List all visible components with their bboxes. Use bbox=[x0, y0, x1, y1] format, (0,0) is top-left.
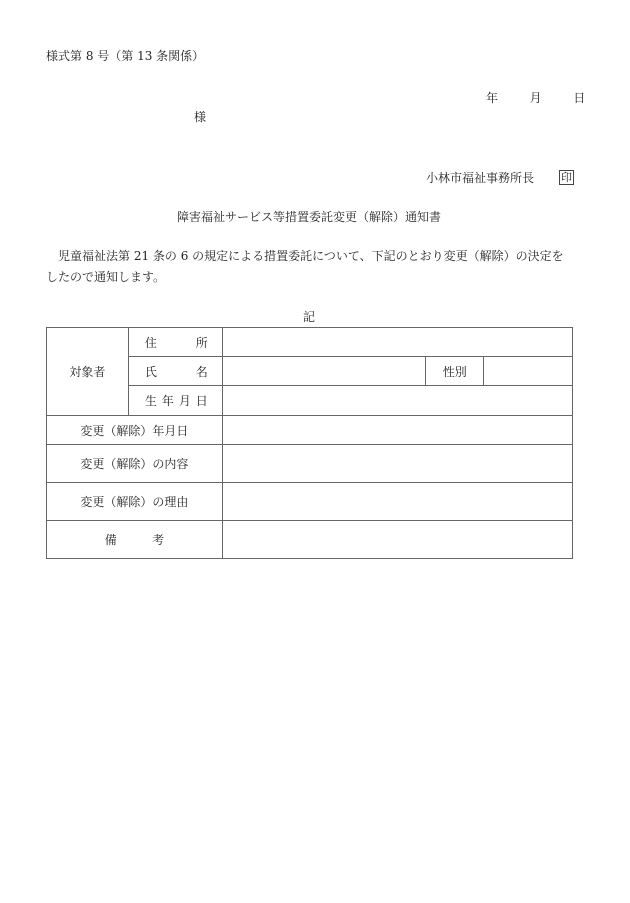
change-date-label: 変更（解除）年月日 bbox=[47, 416, 223, 445]
change-date-value[interactable] bbox=[222, 416, 572, 445]
birthdate-value[interactable] bbox=[222, 386, 572, 416]
change-reason-value[interactable] bbox=[222, 483, 572, 521]
body-text-line1: 児童福祉法第 21 条の 6 の規定による措置委託について、下記のとおり変更（解除）の決定を bbox=[58, 249, 564, 263]
body-text-line2: したので通知します。 bbox=[46, 270, 166, 284]
seal-mark: 印 bbox=[561, 171, 572, 184]
date-line bbox=[486, 92, 585, 104]
table-row-change-content bbox=[47, 445, 573, 483]
remarks-label: 備 考 bbox=[47, 521, 223, 559]
table-row-change-date bbox=[47, 416, 573, 445]
subject-label: 対象者 bbox=[47, 328, 129, 416]
change-reason-label: 変更（解除）の理由 bbox=[47, 483, 223, 521]
table-row-change-reason bbox=[47, 483, 573, 521]
gender-value[interactable] bbox=[484, 357, 573, 386]
notice-table bbox=[46, 327, 573, 559]
table-row-address bbox=[47, 328, 573, 357]
address-label: 住 所 bbox=[128, 328, 222, 357]
name-value[interactable] bbox=[222, 357, 426, 386]
remarks-value[interactable] bbox=[222, 521, 572, 559]
date-month-label: 月 bbox=[529, 91, 542, 105]
date-year-label: 年 bbox=[486, 91, 499, 105]
form-number: 様式第 8 号（第 13 条関係） bbox=[46, 49, 205, 63]
date-day-label: 日 bbox=[573, 91, 586, 105]
change-content-value[interactable] bbox=[222, 445, 572, 483]
issuer-name: 小林市福祉事務所長 bbox=[426, 171, 535, 185]
document-title: 障害福祉サービス等措置委託変更（解除）通知書 bbox=[177, 210, 442, 224]
table-row-remarks bbox=[47, 521, 573, 559]
gender-label: 性別 bbox=[426, 357, 484, 386]
birthdate-label: 生 年 月 日 bbox=[128, 386, 222, 416]
change-content-label: 変更（解除）の内容 bbox=[47, 445, 223, 483]
addressee-suffix: 様 bbox=[194, 110, 207, 124]
ki-heading: 記 bbox=[303, 310, 316, 324]
name-label: 氏 名 bbox=[128, 357, 222, 386]
address-value[interactable] bbox=[222, 328, 572, 357]
